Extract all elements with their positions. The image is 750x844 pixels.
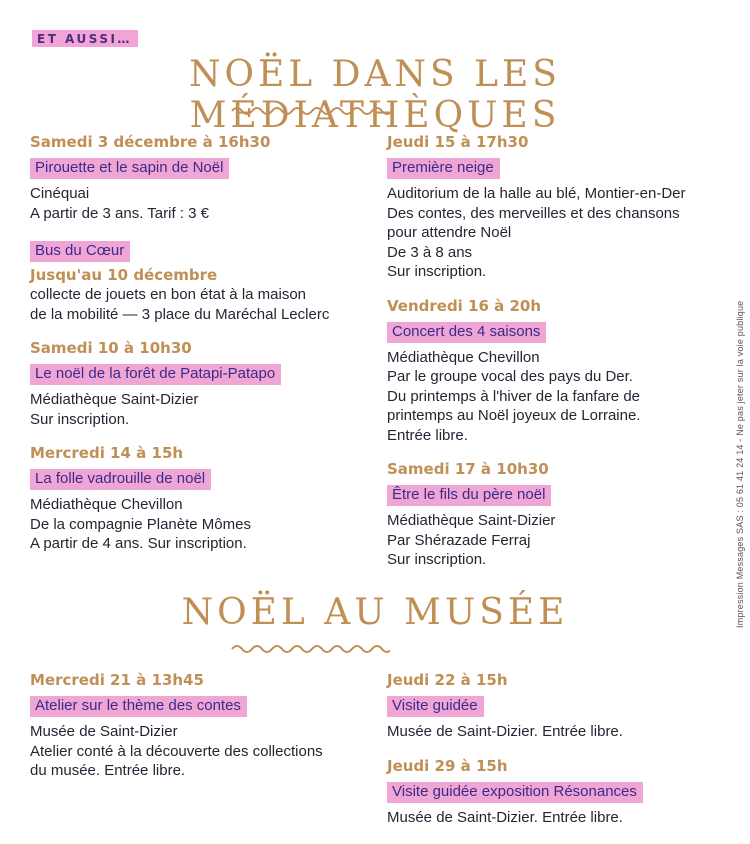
wave-divider: [230, 103, 390, 119]
event-line: A partir de 4 ans. Sur inscription.: [30, 535, 247, 552]
event-title: Concert des 4 saisons: [387, 322, 546, 343]
event: [387, 132, 732, 282]
event-line: de la mobilité — 3 place du Maréchal Leclerc: [30, 305, 330, 323]
event-title: La folle vadrouille de noël: [30, 469, 211, 490]
event: [387, 459, 732, 570]
museum-title: NOËL AU MUSÉE: [181, 592, 569, 633]
museum-left-column: [30, 670, 370, 795]
event: [387, 296, 732, 446]
event-line: Par le groupe vocal des pays du Der.: [387, 368, 633, 385]
event-line: Sur inscription.: [387, 551, 487, 568]
event-line: Médiathèque Saint-Dizier: [30, 391, 199, 408]
event-line: Auditorium de la halle au blé, Montier-en-Der: [387, 185, 686, 202]
event: [30, 443, 370, 554]
event-title: Visite guidée: [387, 696, 484, 717]
event-title: Bus du Cœur: [30, 241, 130, 262]
event-line: Par Shérazade Ferraj: [387, 531, 531, 549]
event: [30, 241, 370, 324]
event-line: A partir de 3 ans. Tarif : 3 €: [30, 204, 209, 222]
event-line: printemps au Noël joyeux de Lorraine.: [387, 407, 641, 424]
event: [30, 132, 370, 223]
event-title: Atelier sur le thème des contes: [30, 696, 247, 717]
event-line: Atelier conté à la découverte des collections: [30, 742, 323, 760]
event-date: Samedi 10 à 10h30: [30, 339, 192, 357]
event-line: pour attendre Noël: [387, 224, 512, 241]
event-line: De 3 à 8 ans: [387, 243, 473, 261]
event-date: Mercredi 21 à 13h45: [30, 671, 204, 689]
event-line: Cinéquai: [30, 185, 90, 202]
event-title: Première neige: [387, 158, 500, 179]
printer-notice: Impression Messages SAS : 05 61 41 24 14 - Ne pas jeter sur la voie publique: [735, 300, 745, 628]
event-title: Visite guidée exposition Résonances: [387, 782, 643, 803]
page-title: NOËL DANS LES MÉDIATHÈQUES: [189, 54, 561, 136]
right-column: [387, 132, 732, 584]
event-line: Musée de Saint-Dizier: [30, 723, 178, 740]
event-line: Des contes, des merveilles et des chansons: [387, 204, 680, 222]
event-date: Jeudi 22 à 15h: [387, 671, 508, 689]
event-line: Sur inscription.: [387, 263, 487, 280]
event-line: Entrée libre.: [387, 426, 468, 444]
event: [387, 670, 727, 742]
event-line: Médiathèque Saint-Dizier: [387, 512, 556, 529]
event-title: Pirouette et le sapin de Noël: [30, 158, 229, 179]
event: [30, 338, 370, 429]
event-date: Jeudi 15 à 17h30: [387, 133, 529, 151]
museum-right-column: [387, 670, 727, 841]
event-title: Le noël de la forêt de Patapi-Patapo: [30, 364, 281, 385]
event: [30, 670, 370, 781]
event-date: Jeudi 29 à 15h: [387, 756, 508, 775]
left-column: [30, 132, 370, 568]
event-line: Du printemps à l'hiver de la fanfare de: [387, 387, 641, 405]
event-line: Médiathèque Chevillon: [387, 348, 540, 366]
event-line: Médiathèque Chevillon: [30, 496, 183, 513]
event-date: Mercredi 14 à 15h: [30, 444, 184, 462]
event-title: Être le fils du père noël: [387, 485, 551, 506]
event-line: Musée de Saint-Dizier. Entrée libre.: [387, 808, 623, 826]
event-line: collecte de jouets en bon état à la maison: [30, 286, 307, 303]
event-date: Vendredi 16 à 20h: [387, 296, 542, 315]
event-line: Sur inscription.: [30, 410, 130, 428]
event-line: De la compagnie Planète Mômes: [30, 515, 251, 533]
event-date: Samedi 3 décembre à 16h30: [30, 133, 271, 151]
event: [387, 756, 727, 828]
event-line: du musée. Entrée libre.: [30, 762, 186, 779]
kicker-label: ET AUSSI…: [32, 30, 138, 47]
event-line: Musée de Saint-Dizier. Entrée libre.: [387, 723, 623, 740]
event-date: Samedi 17 à 10h30: [387, 460, 549, 478]
event-date: Jusqu'au 10 décembre: [30, 266, 218, 284]
wave-divider: [230, 641, 390, 657]
